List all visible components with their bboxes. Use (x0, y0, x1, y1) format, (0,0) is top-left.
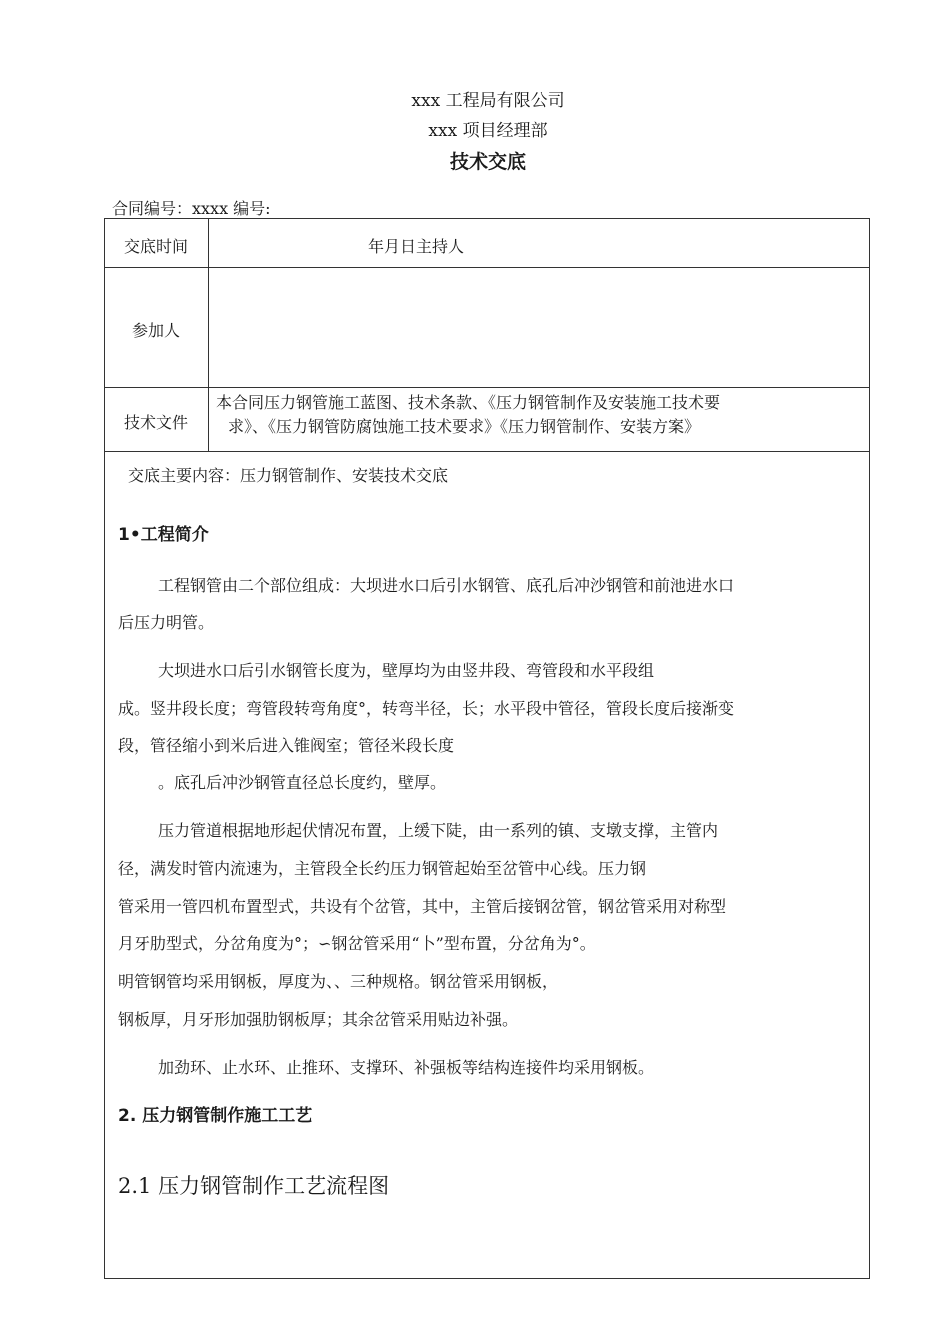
department-name: xxx 项目经理部 (428, 121, 548, 141)
company-name: xxx 工程局有限公司 (411, 91, 565, 111)
paragraph-line: 钢板厚，月牙形加强肋钢板厚；其余岔管采用贴边补强。 (118, 1010, 519, 1029)
tech-docs-line: 求》、《压力钢管防腐蚀施工技术要求》《压力钢管制作、安装方案》 (228, 417, 701, 436)
contract-number-line: 合同编号：xxxx 编号: (112, 199, 271, 218)
section-1-title: 1•工程简介 (118, 525, 209, 545)
participants-label: 参加人 (131, 321, 180, 340)
paragraph-line: 管采用一管四机布置型式，共设有个岔管，其中，主管后接钢岔管，钢岔管采用对称型 (118, 897, 727, 916)
document-title: 技术交底 (449, 151, 526, 173)
paragraph-line: 后压力明管。 (118, 613, 215, 632)
paragraph-line: 成。竖井段长度；弯管段转弯角度°，转弯半径，长；水平段中管径，管段长度后接渐变 (118, 699, 735, 718)
table-divider (104, 267, 870, 268)
main-topic: 交底主要内容：压力钢管制作、安装技术交底 (128, 466, 449, 485)
paragraph-line: 。底孔后冲沙钢管直径总长度约，壁厚。 (158, 773, 447, 792)
tech-docs-label: 技术文件 (123, 413, 188, 432)
paragraph-line: 大坝进水口后引水钢管长度为，壁厚均为由竖井段、弯管段和水平段组 (158, 661, 655, 680)
paragraph-line: 段，管径缩小到米后进入锥阀室；管径米段长度 (118, 736, 455, 755)
time-label: 交底时间 (123, 237, 188, 256)
paragraph-line: 明管钢管均采用钢板，厚度为、、三种规格。钢岔管采用钢板， (118, 972, 559, 991)
paragraph-line: 径，满发时管内流速为，主管段全长约压力钢管起始至岔管中心线。压力钢 (118, 859, 647, 878)
table-column-divider (208, 218, 209, 451)
paragraph-line: 加劲环、止水环、止推环、支撑环、补强板等结构连接件均采用钢板。 (158, 1058, 655, 1077)
table-divider (104, 387, 870, 388)
paragraph-line: 月牙肋型式，分岔角度为°；∽钢岔管采用“卜”型布置，分岔角为°。 (118, 934, 596, 953)
subsection-2-1-title: 2.1 压力钢管制作工艺流程图 (118, 1174, 390, 1198)
table-divider (104, 451, 870, 452)
paragraph-line: 压力管道根据地形起伏情况布置，上缓下陡，由一系列的镇、支墩支撑，主管内 (158, 821, 719, 840)
tech-docs-line: 本合同压力钢管施工蓝图、技术条款、《压力钢管制作及安装施工技术要 (216, 393, 721, 412)
time-value: 年月日主持人 (368, 237, 465, 256)
section-2-title: 2. 压力钢管制作施工工艺 (118, 1106, 313, 1126)
paragraph-line: 工程钢管由二个部位组成：大坝进水口后引水钢管、底孔后冲沙钢管和前池进水口 (158, 576, 735, 595)
